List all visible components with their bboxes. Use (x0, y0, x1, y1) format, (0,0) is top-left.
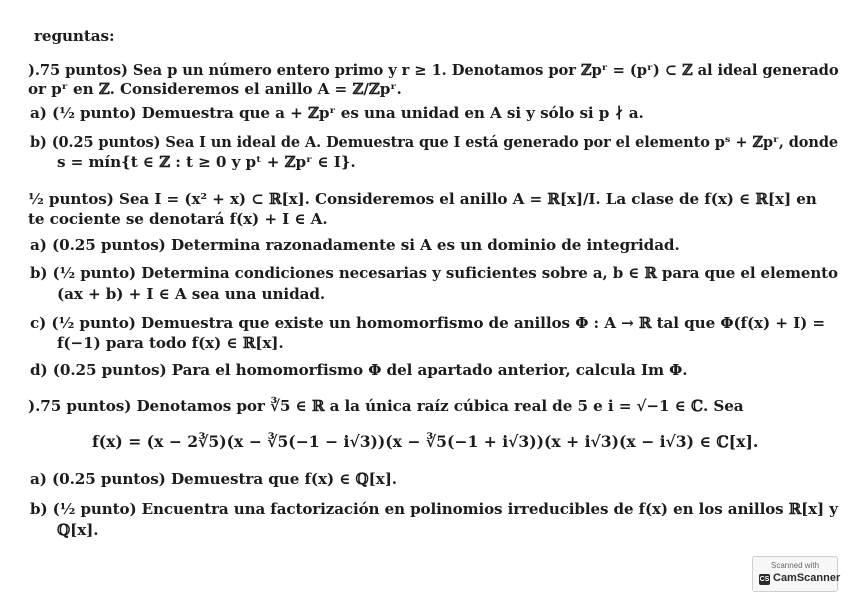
camscanner-logo-icon: CS (759, 576, 770, 583)
problem-2-statement-cont: te cociente se denotará f(x) + I ∈ A. (28, 210, 328, 228)
problem-2-part-b: b) (½ punto) Determina condiciones necesarias y suficientes sobre a, b ∈ ℝ para que el elemento (30, 264, 838, 282)
section-heading: reguntas: (34, 27, 115, 45)
problem-3-formula: f(x) = (x − 2∛5)(x − ∛5(−1 − i√3))(x − ∛5(−1 + i√3))(x + i√3)(x − i√3) ∈ ℂ[x]. (92, 432, 759, 451)
problem-2-statement: ½ puntos) Sea I = (x² + x) ⊂ ℝ[x]. Consideremos el anillo A = ℝ[x]/I. La clase de f(x) ∈ ℝ[x] en (28, 190, 817, 208)
camscanner-watermark (752, 556, 841, 592)
problem-1-part-b: b) (0.25 puntos) Sea I un ideal de A. Demuestra que I está generado por el elemento pˢ + ℤpʳ, donde (30, 133, 839, 151)
watermark-name: CamScanner (773, 572, 841, 584)
problem-2-part-c: c) (½ punto) Demuestra que existe un homomorfismo de anillos Φ : A → ℝ tal que Φ(f(x) + I) = (30, 314, 825, 332)
problem-1-part-b-cont: s = mín{t ∈ ℤ : t ≥ 0 y pᵗ + ℤpʳ ∈ I}. (57, 153, 356, 171)
watermark-caption: Scanned with (770, 561, 820, 570)
problem-3-part-b-cont: ℚ[x]. (57, 521, 99, 539)
problem-2-part-a: a) (0.25 puntos) Determina razonadamente si A es un dominio de integridad. (30, 236, 680, 254)
problem-2-part-d: d) (0.25 puntos) Para el homomorfismo Φ del apartado anterior, calcula Im Φ. (30, 361, 688, 379)
problem-1-part-a: a) (½ punto) Demuestra que a + ℤpʳ es una unidad en A si y sólo si p ∤ a. (30, 104, 644, 122)
problem-1-statement: ).75 puntos) Sea p un número entero primo y r ≥ 1. Denotamos por ℤpʳ = (pʳ) ⊂ ℤ al ideal generado (28, 61, 839, 79)
problem-2-part-b-cont: (ax + b) + I ∈ A sea una unidad. (57, 285, 326, 303)
problem-3-statement: ).75 puntos) Denotamos por ∛5 ∈ ℝ a la única raíz cúbica real de 5 e i = √−1 ∈ ℂ. Sea (28, 397, 744, 415)
problem-3-part-b: b) (½ punto) Encuentra una factorización en polinomios irreducibles de f(x) en los anillos ℝ[x] y (30, 500, 838, 518)
problem-1-statement-cont: or pʳ en ℤ. Consideremos el anillo A = ℤ/ℤpʳ. (28, 80, 402, 98)
problem-3-part-a: a) (0.25 puntos) Demuestra que f(x) ∈ ℚ[x]. (30, 470, 397, 488)
problem-2-part-c-cont: f(−1) para todo f(x) ∈ ℝ[x]. (57, 334, 284, 352)
